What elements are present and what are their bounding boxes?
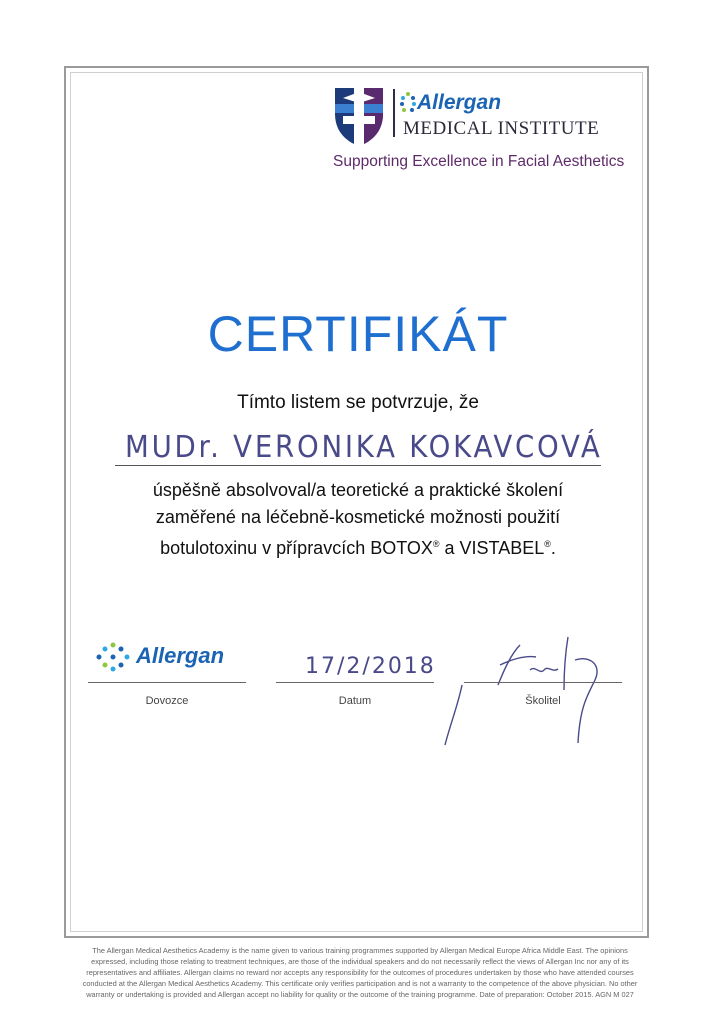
- recipient-name: MUDr. VERONIKA KOKAVCOVÁ: [125, 430, 603, 465]
- legal-disclaimer: [60, 945, 660, 1000]
- disclaimer-line-2: expressed, including those relating to treatment techniques, are those of the individual speakers and do not necessarily reflect the views of Allergan Inc nor any of its: [91, 957, 629, 966]
- importer-logo: Allergan: [136, 643, 225, 668]
- certificate-title: CERTIFIKÁT: [207, 306, 509, 362]
- recipient-underline: [115, 465, 601, 466]
- date-line: [276, 682, 434, 683]
- certificate-body: [0, 477, 716, 562]
- allergan-dots-icon: [400, 91, 416, 115]
- importer-line: [88, 682, 246, 683]
- disclaimer-line-5: warranty or undertaking is provided and Allergan accept no liability for quality or the outcome of the training programme. Date of preparation: October 2015. AGN M 027: [86, 990, 634, 999]
- trainer-signature: [440, 625, 620, 750]
- tagline: Supporting Excellence in Facial Aesthetics: [333, 153, 625, 170]
- disclaimer-line-1: The Allergan Medical Aesthetics Academy is the name given to various training programmes supported by Allergan Medical Europe Africa Middle East. The opinions: [92, 946, 628, 955]
- disclaimer-line-3: representatives and affiliates. Allergan claims no reward nor accepts any responsibility for the outcomes of procedures undertaken by those who have attended courses: [86, 968, 634, 977]
- confirmation-text: Tímto listem se potvrzuje, že: [237, 392, 479, 413]
- body-line-2: zaměřené na léčebně-kosmetické možnosti použití: [155, 507, 561, 527]
- registered-mark: ®: [544, 539, 551, 549]
- importer-label: Dovozce: [145, 695, 189, 707]
- trainer-line: [464, 682, 622, 683]
- body-line-1: úspěšně absolvoval/a teoretické a praktické školení: [152, 480, 564, 500]
- body-line-3-end: .: [550, 538, 556, 558]
- trainer-label: Školitel: [525, 695, 561, 707]
- logo-divider: [393, 89, 395, 137]
- institute-name: MEDICAL INSTITUTE: [403, 118, 600, 139]
- institute-logo: [333, 86, 633, 181]
- disclaimer-line-4: conducted at the Allergan Medical Aesthetics Academy. This certificate only verifies participation and is not a warranty to the competence of the above physician. No other: [82, 979, 638, 988]
- brand-name: Allergan: [417, 91, 502, 114]
- date-label: Datum: [338, 695, 372, 707]
- body-line-3: [0, 531, 716, 562]
- allergan-dots-icon: [95, 642, 131, 672]
- shield-crest-icon: [333, 86, 385, 148]
- registered-mark: ®: [432, 539, 440, 549]
- body-line-3-middle: a VISTABEL: [439, 538, 545, 558]
- body-line-3-start: botulotoxinu v přípravcích BOTOX: [160, 538, 433, 558]
- date-value: 17/2/2018: [305, 654, 436, 679]
